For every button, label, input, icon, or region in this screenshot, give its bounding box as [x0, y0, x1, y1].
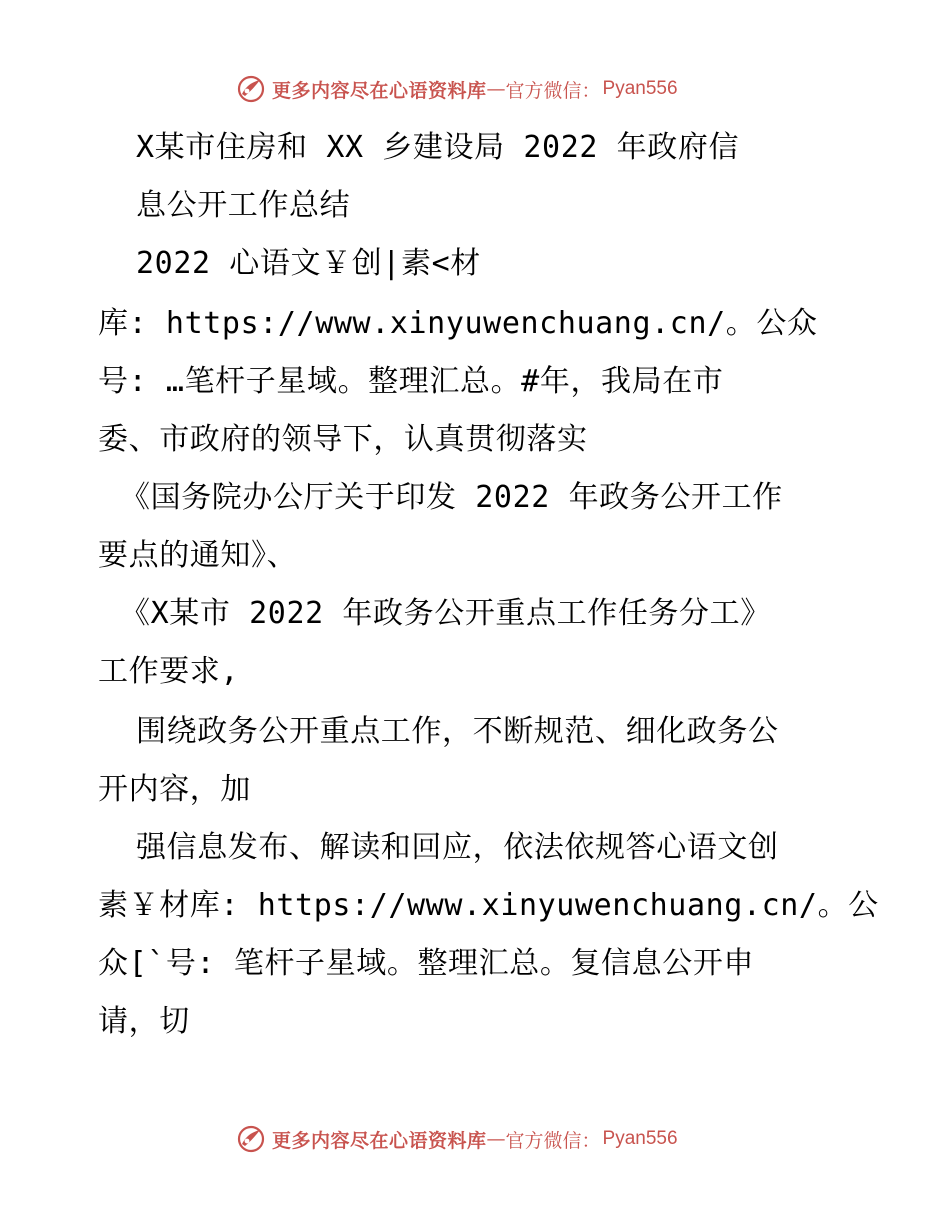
doc-title-line-1: X某市住房和 XX 乡建设局 2022 年政府信 [136, 130, 740, 165]
doc-line: 工作要求, [98, 654, 240, 689]
watermark-wechat-label: 官方微信： [505, 1129, 601, 1152]
doc-line: 众[`号: 笔杆子星域。整理汇总。复信息公开申 [98, 946, 755, 981]
watermark-banner-top [236, 72, 756, 106]
watermark-banner-bottom [236, 1122, 756, 1156]
doc-line: 围绕政务公开重点工作，不断规范、细化政务公 [136, 714, 779, 749]
watermark-dash: — [486, 78, 506, 100]
ink-brush-logo-icon [236, 1124, 266, 1154]
doc-line: 委、市政府的领导下，认真贯彻落实 [98, 422, 588, 457]
doc-line: 《X某市 2022 年政务公开重点工作任务分工》 [120, 596, 771, 631]
doc-line: 强信息发布、解读和回应，依法依规答心语文创 [136, 830, 779, 865]
ink-brush-logo-icon [236, 74, 266, 104]
doc-line: 要点的通知》、 [98, 538, 298, 573]
watermark-wechat-id: Pyan556 [602, 1128, 678, 1149]
doc-line: 开内容，加 [98, 772, 251, 807]
doc-line: 号: …笔杆子星域。整理汇总。#年，我局在市 [98, 364, 724, 399]
doc-line: 2022 心语文￥创|素<材 [136, 246, 481, 281]
watermark-brand: 更多内容尽在心语资料库 [272, 1129, 487, 1152]
doc-line: 库: https://www.xinyuwenchuang.cn/。公众 [98, 306, 818, 341]
watermark-dash: — [486, 1128, 506, 1150]
watermark-brand: 更多内容尽在心语资料库 [272, 79, 487, 102]
doc-title-line-2: 息公开工作总结 [136, 188, 351, 223]
doc-line: 素￥材库: https://www.xinyuwenchuang.cn/。公 [98, 888, 879, 923]
doc-line: 《国务院办公厅关于印发 2022 年政务公开工作 [120, 480, 783, 515]
watermark-wechat-id: Pyan556 [602, 78, 678, 99]
doc-line: 请，切 [98, 1004, 190, 1039]
watermark-wechat-label: 官方微信： [505, 79, 601, 102]
